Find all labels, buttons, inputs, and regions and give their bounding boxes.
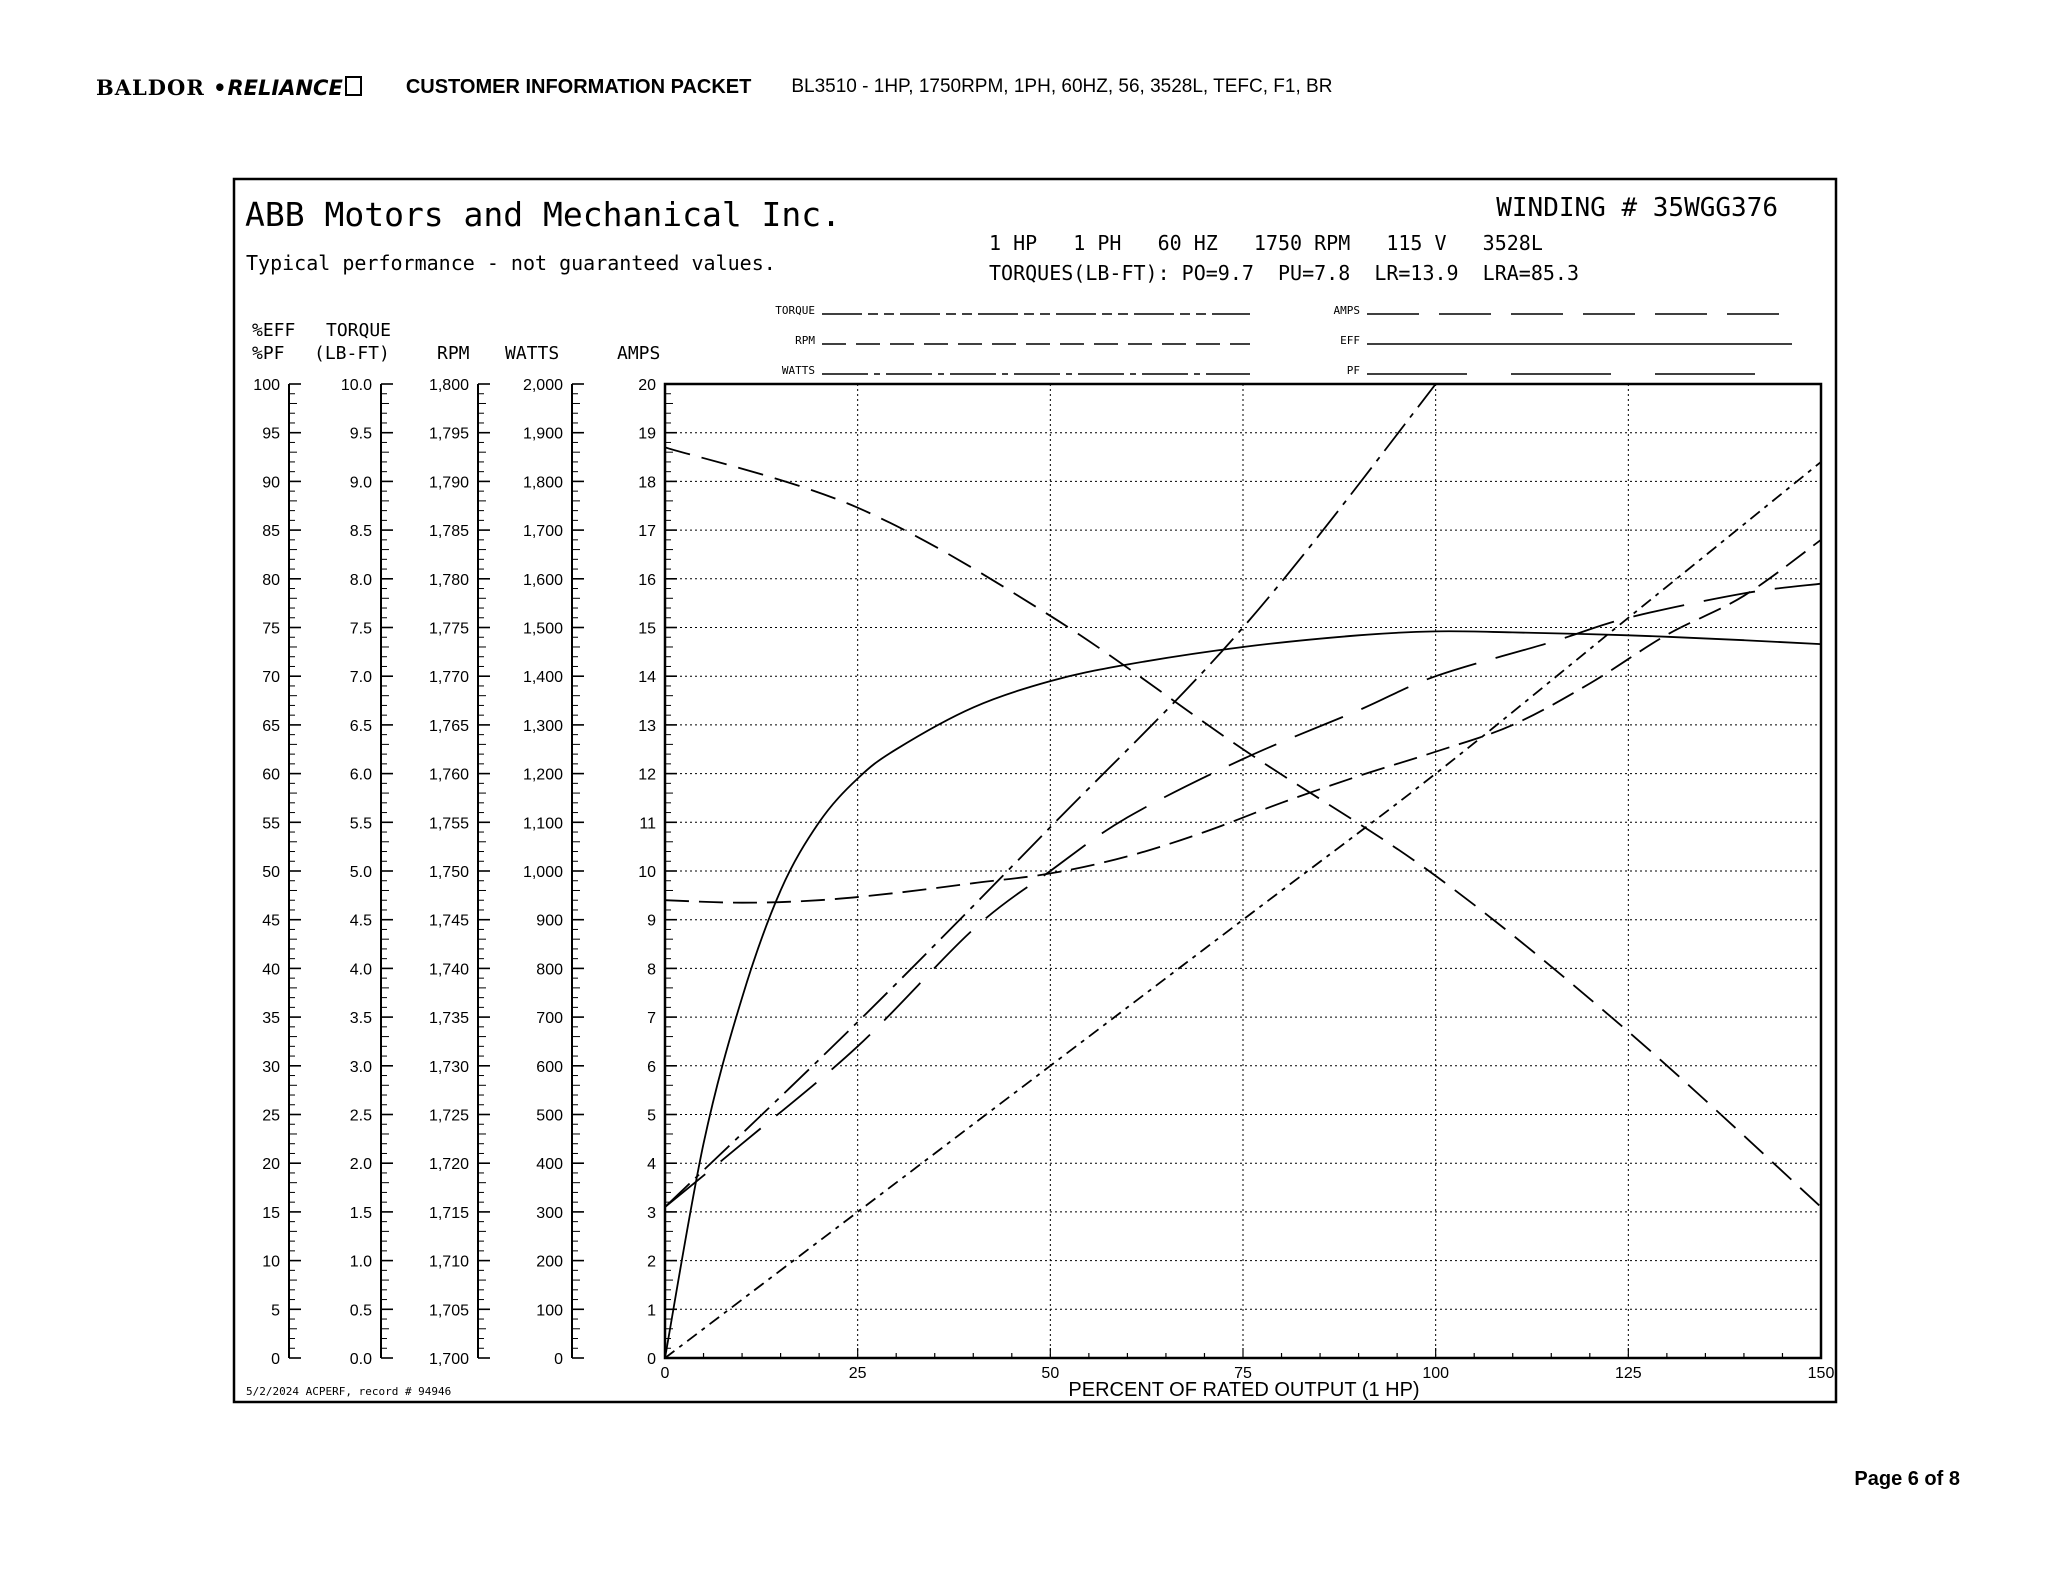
axis-header-torque-unit: (LB-FT) <box>314 343 390 364</box>
y-tick-label: 1,790 <box>428 474 469 492</box>
y-tick-label: 19 <box>638 425 656 443</box>
y-tick-label: 70 <box>262 669 280 687</box>
legend-label-amps: AMPS <box>1333 304 1360 317</box>
axis-header-eff: %EFF <box>252 320 296 341</box>
y-tick-label: 2,000 <box>522 377 563 394</box>
y-tick-label: 20 <box>638 377 656 394</box>
y-tick-label: 1,725 <box>428 1107 469 1125</box>
y-tick-label: 5 <box>271 1302 280 1320</box>
y-tick-label: 12 <box>638 766 656 784</box>
y-tick-label: 95 <box>262 425 280 443</box>
y-tick-label: 3.0 <box>349 1058 372 1076</box>
winding-number: WINDING # 35WGG376 <box>1496 193 1778 223</box>
axis-header-rpm: RPM <box>437 343 470 364</box>
disclaimer: Typical performance - not guaranteed values. <box>246 251 776 275</box>
y-tick-label: 7 <box>647 1010 656 1028</box>
rating-line: 1 HP 1 PH 60 HZ 1750 RPM 115 V 3528L <box>989 231 1543 255</box>
y-tick-label: 1 <box>647 1302 656 1320</box>
y-tick-label: 1,710 <box>428 1253 469 1271</box>
y-tick-label: 6.5 <box>349 717 372 735</box>
y-tick-label: 40 <box>262 961 280 979</box>
y-axis-amps <box>638 377 677 1368</box>
y-axis-eff-pf <box>253 377 301 1368</box>
y-tick-label: 200 <box>536 1253 563 1271</box>
y-tick-label: 1,700 <box>428 1351 469 1368</box>
y-tick-label: 14 <box>638 669 656 687</box>
y-tick-label: 20 <box>262 1156 280 1174</box>
y-tick-label: 15 <box>638 620 656 638</box>
page-number: Page 6 of 8 <box>1854 1468 1960 1490</box>
y-tick-label: 1,100 <box>522 815 563 833</box>
y-tick-label: 700 <box>536 1010 563 1028</box>
y-tick-label: 9.0 <box>349 474 372 492</box>
legend-label-rpm: RPM <box>795 334 815 347</box>
y-tick-label: 1,785 <box>428 523 469 541</box>
y-tick-label: 1.5 <box>349 1204 372 1222</box>
y-tick-label: 1,780 <box>428 571 469 589</box>
packet-title: CUSTOMER INFORMATION PACKET <box>405 75 752 98</box>
y-tick-label: 8.0 <box>349 571 372 589</box>
y-tick-label: 100 <box>253 377 280 394</box>
y-tick-label: 4 <box>647 1156 656 1174</box>
y-tick-label: 400 <box>536 1156 563 1174</box>
torques-line: TORQUES(LB-FT): PO=9.7 PU=7.8 LR=13.9 LRA=85.3 <box>989 261 1580 285</box>
y-tick-label: 7.5 <box>349 620 372 638</box>
y-tick-label: 16 <box>638 571 656 589</box>
y-axes <box>253 377 677 1368</box>
y-tick-label: 1,500 <box>522 620 563 638</box>
y-tick-label: 7.0 <box>349 669 372 687</box>
y-tick-label: 8.5 <box>349 523 372 541</box>
y-tick-label: 5 <box>647 1107 656 1125</box>
y-tick-label: 0 <box>647 1351 656 1368</box>
brand-dot: • <box>213 74 228 100</box>
y-tick-label: 4.5 <box>349 912 372 930</box>
y-tick-label: 1,735 <box>428 1010 469 1028</box>
y-tick-label: 3 <box>647 1204 656 1222</box>
y-tick-label: 35 <box>262 1010 280 1028</box>
y-tick-label: 2.0 <box>349 1156 372 1174</box>
y-tick-label: 55 <box>262 815 280 833</box>
y-tick-label: 9.5 <box>349 425 372 443</box>
y-tick-label: 5.0 <box>349 864 372 881</box>
legend-label-eff: EFF <box>1340 334 1360 347</box>
y-tick-label: 1,770 <box>428 669 469 687</box>
axis-header-amps: AMPS <box>617 343 661 364</box>
y-tick-label: 1,765 <box>428 717 469 735</box>
y-tick-label: 1,400 <box>522 669 563 687</box>
grid <box>665 384 1821 1358</box>
y-tick-label: 1,800 <box>522 474 563 492</box>
y-tick-label: 10 <box>638 864 656 881</box>
y-tick-label: 1,000 <box>522 864 563 881</box>
y-tick-label: 800 <box>536 961 563 979</box>
y-tick-label: 1,705 <box>428 1302 469 1320</box>
y-tick-label: 900 <box>536 912 563 930</box>
chart-border <box>234 179 1836 1402</box>
y-tick-label: 1,715 <box>428 1204 469 1222</box>
y-tick-label: 1.0 <box>349 1253 372 1271</box>
y-tick-label: 1,795 <box>428 425 469 443</box>
company-name: ABB Motors and Mechanical Inc. <box>245 195 842 234</box>
y-tick-label: 50 <box>262 864 280 881</box>
y-tick-label: 100 <box>536 1302 563 1320</box>
y-tick-label: 1,740 <box>428 961 469 979</box>
legend-label-torque: TORQUE <box>775 304 815 317</box>
axis-header-watts: WATTS <box>505 343 560 364</box>
y-tick-label: 1,760 <box>428 766 469 784</box>
y-tick-label: 1,720 <box>428 1156 469 1174</box>
axis-header-pf: %PF <box>252 343 285 364</box>
y-tick-label: 6.0 <box>349 766 372 784</box>
y-tick-label: 1,700 <box>522 523 563 541</box>
y-tick-label: 1,775 <box>428 620 469 638</box>
y-tick-label: 60 <box>262 766 280 784</box>
legend-label-pf: PF <box>1346 364 1360 377</box>
y-tick-label: 1,750 <box>428 864 469 881</box>
y-tick-label: 65 <box>262 717 280 735</box>
y-tick-label: 85 <box>262 523 280 541</box>
y-tick-label: 1,300 <box>522 717 563 735</box>
y-tick-label: 17 <box>638 523 656 541</box>
legend <box>775 304 1792 377</box>
x-tick-label: 125 <box>1614 1365 1642 1382</box>
record-footnote: 5/2/2024 ACPERF, record # 94946 <box>246 1385 452 1398</box>
y-tick-label: 0.5 <box>349 1302 372 1320</box>
axis-header-torque: TORQUE <box>326 320 392 341</box>
x-tick-label: 25 <box>848 1365 867 1382</box>
x-axis-title: PERCENT OF RATED OUTPUT (1 HP) <box>1068 1379 1420 1401</box>
y-tick-label: 13 <box>638 717 656 735</box>
series-line-rpm <box>665 447 1821 1207</box>
brand-first-word: BALDOR <box>96 74 205 100</box>
y-tick-label: 500 <box>536 1107 563 1125</box>
y-tick-label: 1,755 <box>428 815 469 833</box>
brand-second-word: RELIANCE <box>227 75 343 100</box>
y-tick-label: 8 <box>647 961 656 979</box>
y-tick-label: 1,800 <box>428 377 469 394</box>
y-tick-label: 6 <box>647 1058 656 1076</box>
model-description: BL3510 - 1HP, 1750RPM, 1PH, 60HZ, 56, 3528L, TEFC, F1, BR <box>791 76 1333 97</box>
legend-label-watts: WATTS <box>781 364 815 377</box>
x-tick-label: 150 <box>1807 1365 1835 1382</box>
y-tick-label: 2.5 <box>349 1107 372 1125</box>
y-tick-label: 3.5 <box>349 1010 372 1028</box>
y-tick-label: 18 <box>638 474 656 492</box>
y-axis-watts <box>523 377 584 1368</box>
y-tick-label: 80 <box>262 571 280 589</box>
y-tick-label: 1,730 <box>428 1058 469 1076</box>
y-tick-label: 75 <box>262 620 280 638</box>
y-axis-rpm <box>429 377 490 1368</box>
y-tick-label: 15 <box>262 1204 280 1222</box>
x-tick-label: 0 <box>660 1365 670 1382</box>
y-tick-label: 4.0 <box>349 961 372 979</box>
x-tick-label: 50 <box>1041 1365 1060 1382</box>
y-tick-label: 600 <box>536 1058 563 1076</box>
y-tick-label: 2 <box>647 1253 656 1271</box>
y-tick-label: 90 <box>262 474 280 492</box>
y-tick-label: 10.0 <box>340 377 372 394</box>
y-tick-label: 1,200 <box>522 766 563 784</box>
y-tick-label: 5.5 <box>349 815 372 833</box>
y-tick-label: 45 <box>262 912 280 930</box>
y-tick-label: 11 <box>639 815 656 833</box>
y-tick-label: 0 <box>271 1351 280 1368</box>
y-tick-label: 9 <box>647 912 656 930</box>
y-tick-label: 0 <box>554 1351 563 1368</box>
y-tick-label: 30 <box>262 1058 280 1076</box>
y-tick-label: 300 <box>536 1204 563 1222</box>
x-tick-label: 75 <box>1234 1365 1252 1382</box>
y-tick-label: 1,745 <box>428 912 469 930</box>
y-tick-label: 1,900 <box>522 425 563 443</box>
y-tick-label: 10 <box>262 1253 280 1271</box>
y-tick-label: 0.0 <box>349 1351 372 1368</box>
y-tick-label: 1,600 <box>522 571 563 589</box>
y-axis-torque <box>341 377 393 1368</box>
x-tick-label: 100 <box>1422 1365 1450 1382</box>
y-tick-label: 25 <box>262 1107 280 1125</box>
